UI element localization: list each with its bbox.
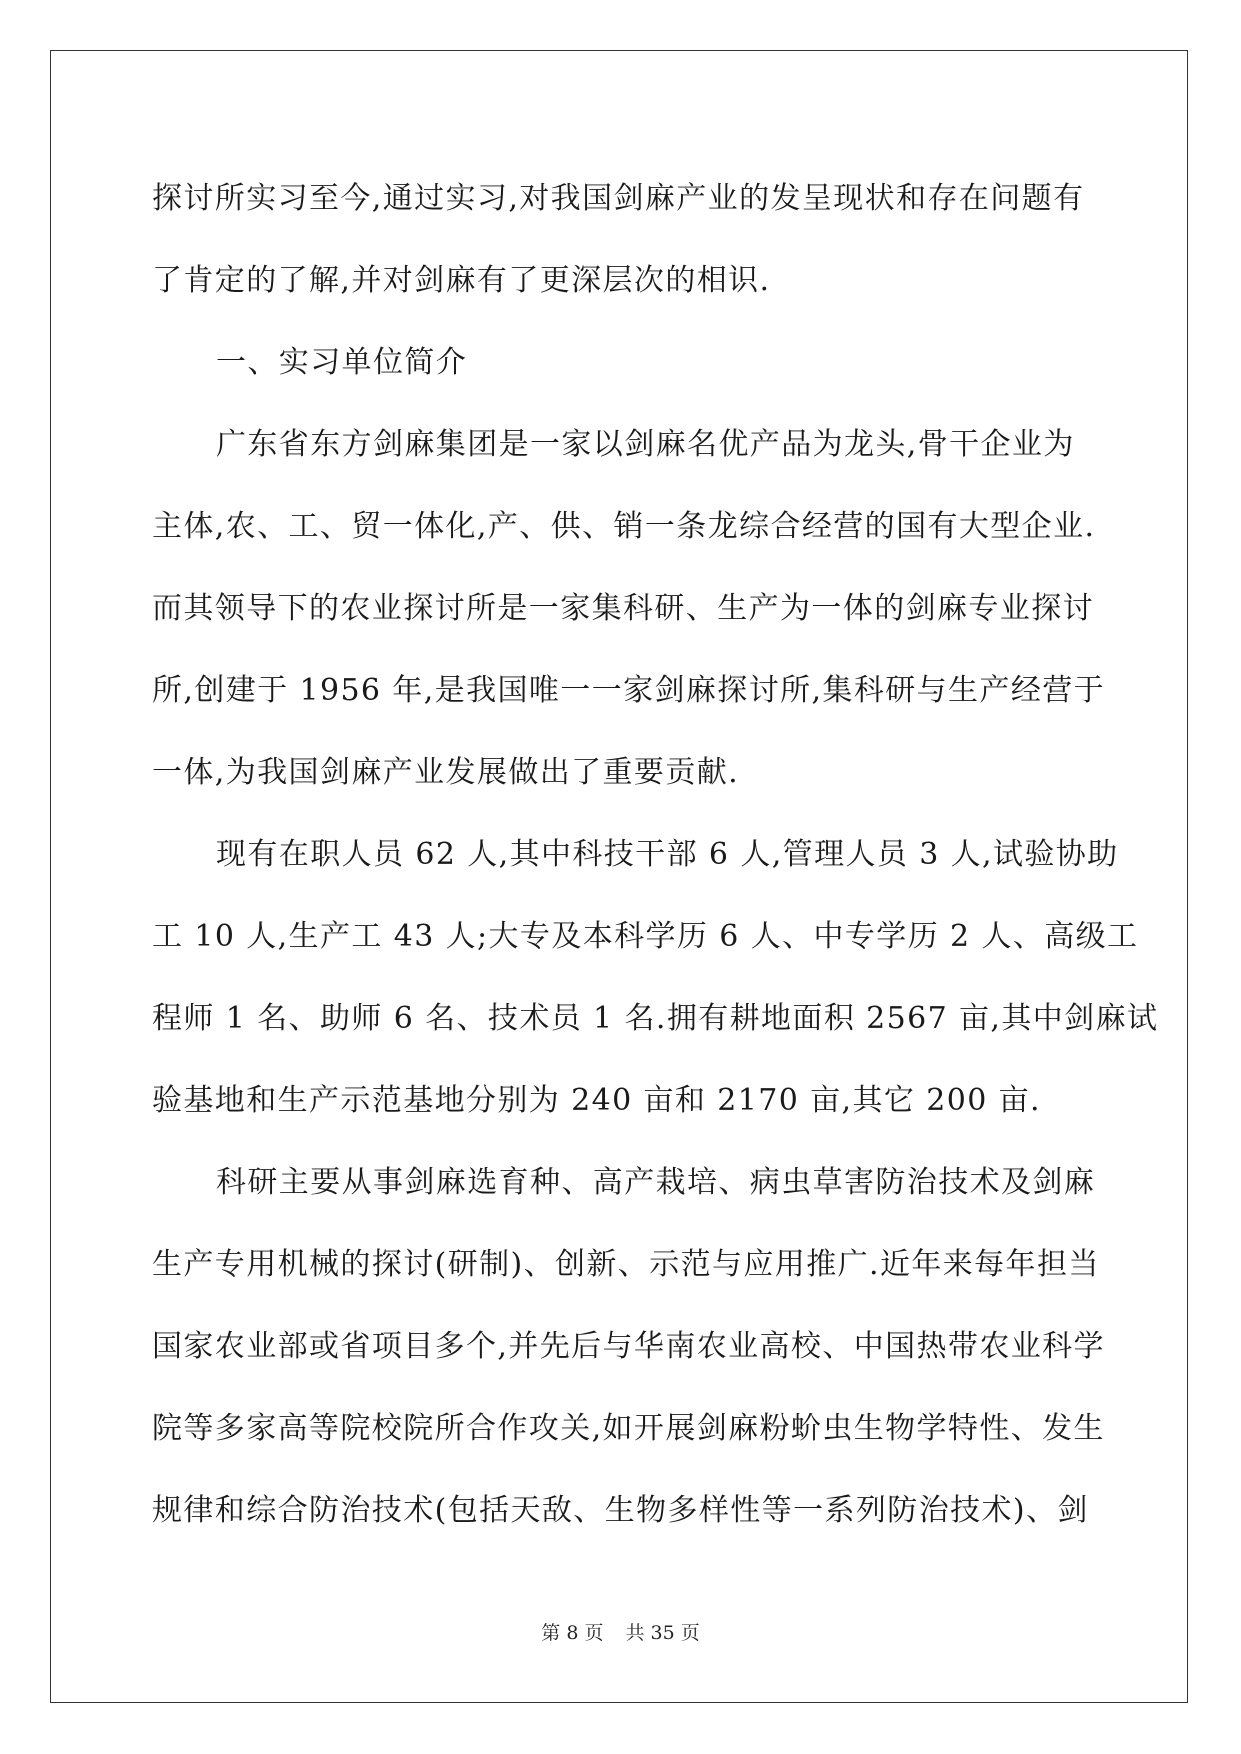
text-line: 国家农业部或省项目多个,并先后与华南农业高校、中国热带农业科学 (152, 1329, 1105, 1364)
section-heading: 一、实习单位简介 (216, 345, 468, 380)
text-line: 工 10 人,生产工 43 人;大专及本科学历 6 人、中专学历 2 人、高级工 (152, 919, 1139, 954)
text-line: 程师 1 名、助师 6 名、技术员 1 名.拥有耕地面积 2567 亩,其中剑麻试 (152, 1001, 1159, 1036)
text-line: 现有在职人员 62 人,其中科技干部 6 人,管理人员 3 人,试验协助 (216, 837, 1119, 872)
page-total: 共 35 页 (625, 1622, 700, 1644)
text-line: 科研主要从事剑麻选育种、高产栽培、病虫草害防治技术及剑麻 (216, 1165, 1096, 1200)
text-line: 院等多家高等院校院所合作攻关,如开展剑麻粉蚧虫生物学特性、发生 (152, 1411, 1105, 1446)
document-body (152, 158, 1159, 1552)
page-footer (0, 1618, 1241, 1645)
text-line: 一体,为我国剑麻产业发展做出了重要贡献. (152, 755, 740, 790)
page-number: 第 8 页 (541, 1622, 604, 1644)
text-line: 主体,农、工、贸一体化,产、供、销一条龙综合经营的国有大型企业. (152, 509, 1096, 544)
text-line: 广东省东方剑麻集团是一家以剑麻名优产品为龙头,骨干企业为 (216, 427, 1075, 462)
text-line: 验基地和生产示范基地分别为 240 亩和 2170 亩,其它 200 亩. (152, 1083, 1041, 1118)
text-line: 了肯定的了解,并对剑麻有了更深层次的相识. (152, 263, 771, 298)
text-line: 规律和综合防治技术(包括天敌、生物多样性等一系列防治技术)、剑 (152, 1493, 1089, 1528)
text-line: 探讨所实习至今,通过实习,对我国剑麻产业的发呈现状和存在问题有 (152, 181, 1085, 216)
text-line: 所,创建于 1956 年,是我国唯一一家剑麻探讨所,集科研与生产经营于 (152, 673, 1106, 708)
text-line: 而其领导下的农业探讨所是一家集科研、生产为一体的剑麻专业探讨 (152, 591, 1094, 626)
text-line: 生产专用机械的探讨(研制)、创新、示范与应用推广.近年来每年担当 (152, 1247, 1100, 1282)
